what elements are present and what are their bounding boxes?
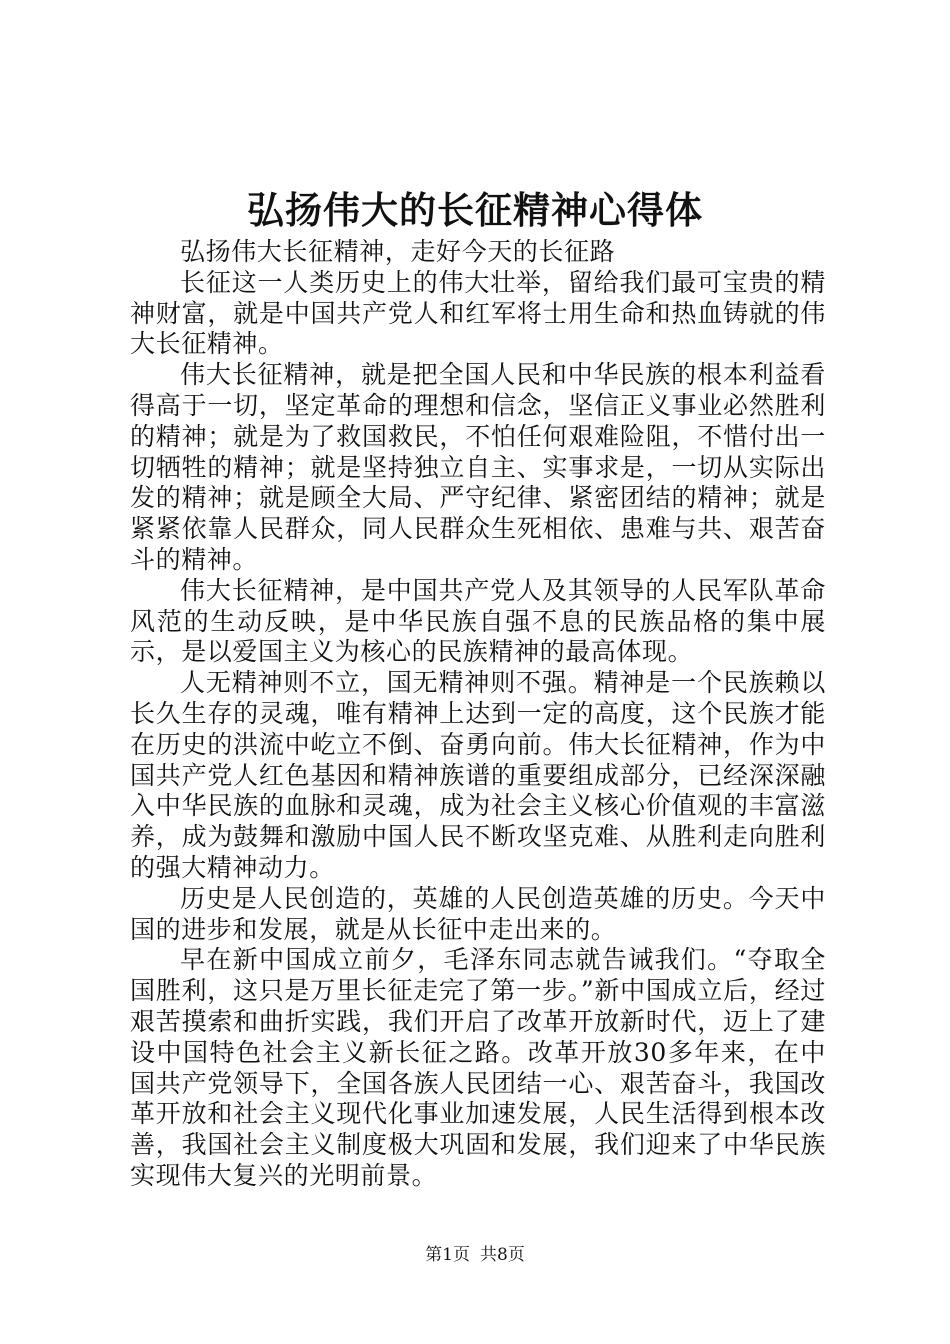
paragraph: 长征这一人类历史上的伟大壮举，留给我们最可宝贵的精神财富，就是中国共产党人和红军将士用生命和热血铸就的伟大长征精神。 (130, 267, 826, 359)
page-footer (0, 1244, 950, 1266)
paragraph: 历史是人民创造的，英雄的人民创造英雄的历史。今天中国的进步和发展，就是从长征中走出来的。 (130, 883, 826, 944)
paragraph: 人无精神则不立，国无精神则不强。精神是一个民族赖以长久生存的灵魂，唯有精神上达到一定的高度，这个民族才能在历史的洪流中屹立不倒、奋勇向前。伟大长征精神，作为中国共产党人红色基因和精神族谱的重要组成部分，已经深深融入中华民族的血脉和灵魂，成为社会主义核心价值观的丰富滋养，成为鼓舞和激励中国人民不断攻坚克难、从胜利走向胜利的强大精神动力。 (130, 668, 826, 882)
document-title: 弘扬伟大的长征精神心得体 (247, 188, 703, 232)
paragraph: 早在新中国成立前夕，毛泽东同志就告诫我们。“夺取全国胜利，这只是万里长征走完了第一步。”新中国成立后，经过艰苦摸索和曲折实践，我们开启了改革开放新时代，迈上了建设中国特色社会主义新长征之路。改革开放30多年来，在中国共产党领导下，全国各族人民团结一心、艰苦奋斗，我国改革开放和社会主义现代化事业加速发展，人民生活得到根本改善，我国社会主义制度极大巩固和发展，我们迎来了中华民族实现伟大复兴的光明前景。 (130, 945, 826, 1190)
paragraph-subtitle: 弘扬伟大长征精神，走好今天的长征路 (180, 237, 616, 266)
document-body (130, 237, 826, 1192)
page-number: 第1页 (425, 1245, 470, 1265)
paragraph: 伟大长征精神，是中国共产党人及其领导的人民军队革命风范的生动反映，是中华民族自强不息的民族品格的集中展示，是以爱国主义为核心的民族精神的最高体现。 (130, 575, 826, 667)
page-total: 共8页 (480, 1245, 525, 1265)
paragraph: 伟大长征精神，就是把全国人民和中华民族的根本利益看得高于一切，坚定革命的理想和信念，坚信正义事业必然胜利的精神；就是为了救国救民，不怕任何艰难险阻，不惜付出一切牺牲的精神；就是坚持独立自主、实事求是，一切从实际出发的精神；就是顾全大局、严守纪律、紧密团结的精神；就是紧紧依靠人民群众，同人民群众生死相依、患难与共、艰苦奋斗的精神。 (130, 360, 826, 574)
